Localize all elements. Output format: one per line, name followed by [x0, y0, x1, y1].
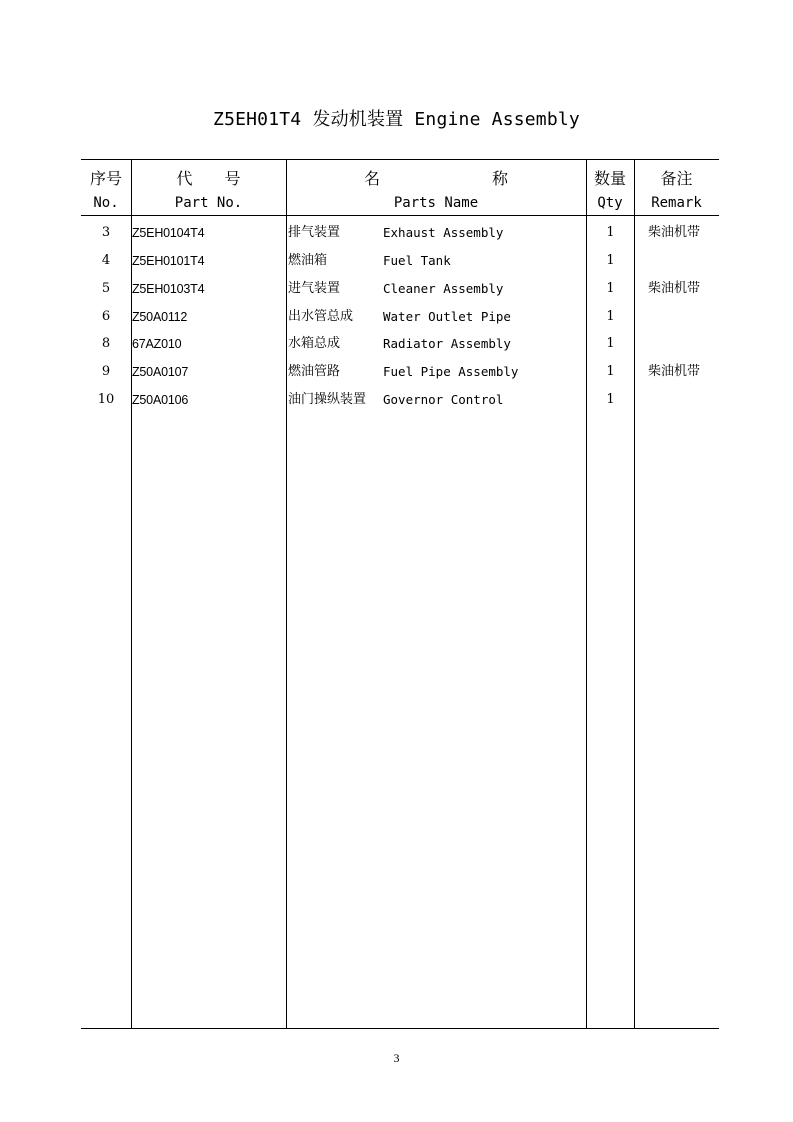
row-name-en: Exhaust Assembly [383, 225, 504, 240]
row-remark: 柴油机带 [648, 225, 701, 240]
table-bottom-rule [81, 1028, 719, 1029]
row-remark: 柴油机带 [648, 281, 701, 296]
row-name-en: Water Outlet Pipe [383, 309, 511, 324]
row-name-cn: 水箱总成 [288, 336, 341, 351]
row-qty: 1 [606, 253, 615, 268]
row-name-en: Cleaner Assembly [383, 281, 504, 296]
row-part-no: Z50A0106 [132, 393, 189, 407]
row-part-no: Z50A0112 [132, 310, 188, 324]
row-name-en: Governor Control [383, 392, 504, 407]
header-remark-en: Remark [651, 195, 702, 211]
row-part-no: Z50A0107 [132, 365, 189, 379]
header-part-cn: 代 号 [176, 169, 241, 188]
row-no: 6 [101, 309, 111, 324]
header-qty-en: Qty [597, 195, 623, 211]
row-no: 5 [101, 281, 111, 296]
row-name-en: Fuel Pipe Assembly [383, 364, 519, 379]
row-no: 9 [101, 364, 111, 379]
row-name-cn: 油门操纵装置 [288, 392, 367, 407]
row-qty: 1 [606, 225, 615, 240]
row-part-no: Z5EH0103T4 [132, 282, 205, 296]
row-name-en: Fuel Tank [383, 253, 451, 268]
table-top-rule [81, 159, 719, 160]
row-qty: 1 [606, 309, 615, 324]
page-number: 3 [393, 1051, 400, 1065]
header-remark-cn: 备注 [660, 169, 693, 188]
row-no: 10 [97, 392, 115, 407]
header-name-en: Parts Name [393, 195, 479, 211]
header-no-en: No. [93, 195, 119, 211]
row-name-cn: 排气装置 [288, 225, 341, 240]
row-qty: 1 [606, 336, 615, 351]
page-title: Z5EH01T4 发动机装置 Engine Assembly [213, 109, 580, 130]
column-divider [286, 159, 287, 1028]
row-no: 8 [101, 336, 111, 351]
header-part-en: Part No. [174, 195, 243, 211]
row-name-cn: 燃油管路 [288, 364, 341, 379]
table-header-rule [81, 215, 719, 216]
row-part-no: Z5EH0101T4 [132, 254, 205, 268]
row-part-no: 67AZ010 [132, 337, 182, 351]
row-name-cn: 出水管总成 [288, 309, 354, 324]
row-part-no: Z5EH0104T4 [132, 226, 205, 240]
column-divider [634, 159, 635, 1028]
row-qty: 1 [606, 392, 615, 407]
row-name-cn: 进气装置 [288, 281, 341, 296]
row-remark: 柴油机带 [648, 364, 701, 379]
header-no-cn: 序号 [89, 169, 122, 188]
row-name-cn: 燃油箱 [288, 253, 328, 268]
row-qty: 1 [606, 364, 615, 379]
row-qty: 1 [606, 281, 615, 296]
header-qty-cn: 数量 [593, 169, 626, 188]
header-name-cn: 名 称 [363, 169, 508, 188]
row-no: 3 [101, 225, 111, 240]
row-no: 4 [101, 253, 111, 268]
row-name-en: Radiator Assembly [383, 336, 511, 351]
